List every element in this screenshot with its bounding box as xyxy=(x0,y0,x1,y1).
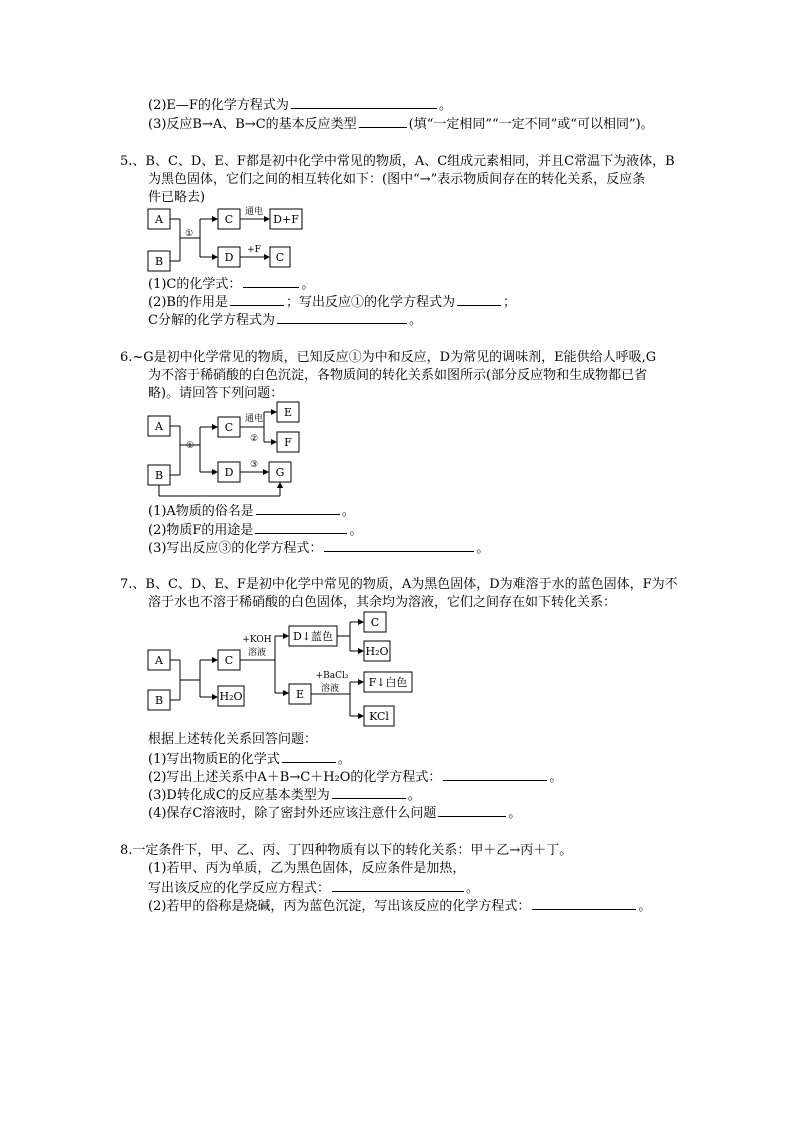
q5-q2-post: ； xyxy=(502,295,516,310)
q6-q1-pre: (1)A物质的俗名是 xyxy=(148,504,254,519)
q7-box-b-label: B xyxy=(154,694,164,707)
q6-q2-post: 。 xyxy=(349,523,363,538)
q5-box-b-label: B xyxy=(154,255,164,268)
q5-q1-post: 。 xyxy=(301,277,315,292)
q7-q3-pre: (3)D转化成C的反应基本类型为 xyxy=(148,788,330,803)
q8-q1-post: 。 xyxy=(466,881,480,896)
q6-label-electrify: 通电 xyxy=(244,414,264,424)
q7-q4-blank[interactable] xyxy=(438,804,506,817)
q5-box-c-label: C xyxy=(224,213,234,226)
q6-stem-line-1: 6.~G是初中化学常见的物质，已知反应①为中和反应，D为常见的调味剂，E能供给人呼吸,G xyxy=(120,350,657,365)
q8-q1-line-1: (1)若甲、丙为单质，乙为黑色固体，反应条件是加热， xyxy=(148,861,466,876)
q7-box-c-label: C xyxy=(224,654,234,667)
q7-stem-line-2: 溶于水也不溶于稀硝酸的白色固体，其余均为溶液，它们之间存在如下转化关系： xyxy=(148,595,617,610)
q5-q2-mid: ；写出反应①的化学方程式为 xyxy=(285,295,455,310)
q5-q3-post: 。 xyxy=(408,313,422,328)
q7-q1-post: 。 xyxy=(337,752,351,767)
q6-box-e-label: E xyxy=(283,406,293,419)
q7-q3-blank[interactable] xyxy=(332,786,406,799)
q6-q3-post: 。 xyxy=(476,541,490,556)
q8-stem-line-1: 8.一定条件下，甲、乙、丙、丁四种物质有以下的转化关系：甲＋乙→丙＋丁。 xyxy=(120,843,573,858)
q6-box-f-label: F xyxy=(284,436,292,449)
q7-box-c2-label: C xyxy=(370,616,380,629)
q7-q3-post: 。 xyxy=(407,788,421,803)
q5-box-d-label: D xyxy=(224,251,234,264)
q7-box-a-label: A xyxy=(155,654,163,667)
q7-box-e-label: E xyxy=(295,688,305,701)
q6-q3-pre: (3)写出反应③的化学方程式： xyxy=(148,541,323,556)
q7-label-koh: +KOH xyxy=(242,635,272,645)
q8-q1-line-2 xyxy=(148,879,479,897)
q7-q1-blank[interactable] xyxy=(282,750,336,763)
q7-stem-line-1: 7.、B、C、D、E、F是初中化学中常见的物质，A为黑色固体，D为难溶于水的蓝色固体，F为不 xyxy=(120,577,678,592)
q6-q2-pre: (2)物质F的用途是 xyxy=(148,523,254,538)
q7-box-f-white-label: F↓白色 xyxy=(368,676,408,689)
q7-label-solution-1: 溶液 xyxy=(247,648,267,658)
q7-q2-blank[interactable] xyxy=(443,768,547,781)
q5-label-electrify: 通电 xyxy=(244,207,264,217)
q8-q2 xyxy=(148,897,651,915)
q4-l2-pre: (2)E—F的化学方程式为 xyxy=(148,98,289,113)
q8-q1-blank[interactable] xyxy=(332,879,464,892)
q7-box-d-blue-label: D↓蓝色 xyxy=(292,630,334,643)
q5-label-1: ① xyxy=(184,229,194,239)
q5-q3-pre: C分解的化学方程式为 xyxy=(148,313,275,328)
q7-label-bacl2: +BaCl₂ xyxy=(315,671,349,681)
q7-intro: 根据上述转化关系回答问题： xyxy=(148,732,318,747)
q5-stem-line-3: 件已略去) xyxy=(148,190,206,205)
q6-label-3: ③ xyxy=(249,460,259,470)
q7-q4-pre: (4)保存C溶液时，除了密封外还应该注意什么问题 xyxy=(148,806,437,821)
q7-q2-pre: (2)写出上述关系中A＋B→C＋H₂O的化学方程式： xyxy=(148,770,442,785)
q7-label-solution-2: 溶液 xyxy=(320,684,340,694)
q7-q1-pre: (1)写出物质E的化学式 xyxy=(148,752,280,767)
q5-stem-line-1: 5.、B、C、D、E、F都是初中化学中常见的物质，A、C组成元素相同，并且C常温下为液体，B xyxy=(120,154,675,169)
q8-q1-pre: 写出该反应的化学反应方程式： xyxy=(148,881,331,896)
q7-box-kcl-label: KCl xyxy=(369,710,389,723)
q4-l3-post: (填“一定相同”“一定不同”或“可以相同”)。 xyxy=(408,117,654,132)
q6-label-2: ② xyxy=(249,434,259,444)
q5-q1-pre: (1)C的化学式： xyxy=(148,277,242,292)
q4-l3-pre: (3)反应B→A、B→C的基本反应类型 xyxy=(148,117,357,132)
q5-label-plus-f: +F xyxy=(247,245,261,255)
q5-box-df-label: D+F xyxy=(273,213,299,226)
q6-label-1: ① xyxy=(185,441,195,451)
q8-q2-post: 。 xyxy=(638,899,652,914)
q5-box-a-label: A xyxy=(155,213,163,226)
q4-l2-post: 。 xyxy=(438,98,452,113)
q7-q2 xyxy=(148,768,562,786)
q7-q4-post: 。 xyxy=(508,806,522,821)
q7-q3 xyxy=(148,786,421,804)
q6-box-c-label: C xyxy=(224,421,234,434)
q8-q2-blank[interactable] xyxy=(532,897,636,910)
q7-box-h2o-2-label: H₂O xyxy=(365,645,389,658)
q6-q1-post: 。 xyxy=(341,504,355,519)
q6-box-d-label: D xyxy=(224,466,234,479)
q5-q2-pre: (2)B的作用是 xyxy=(148,295,228,310)
q5-box-c2-label: C xyxy=(275,251,285,264)
q6-stem-line-3: 略)。请回答下列问题： xyxy=(148,386,284,401)
q7-q2-post: 。 xyxy=(549,770,563,785)
q6-box-a-label: A xyxy=(155,420,163,433)
q7-q1 xyxy=(148,750,351,768)
q6-stem-line-2: 为不溶于稀硝酸的白色沉淀，各物质间的转化关系如图所示(部分反应物和生成物都已省 xyxy=(148,368,648,383)
q7-box-h2o-1-label: H₂O xyxy=(219,690,243,703)
q6-box-g-label: G xyxy=(275,466,285,479)
q6-box-b-label: B xyxy=(154,469,164,482)
q7-q4 xyxy=(148,804,521,822)
q8-q2-pre: (2)若甲的俗称是烧碱，丙为蓝色沉淀，写出该反应的化学方程式： xyxy=(148,899,531,914)
q5-stem-line-2: 为黑色固体，它们之间的相互转化如下：(图中“→”表示物质间存在的转化关系，反应条 xyxy=(148,172,646,187)
